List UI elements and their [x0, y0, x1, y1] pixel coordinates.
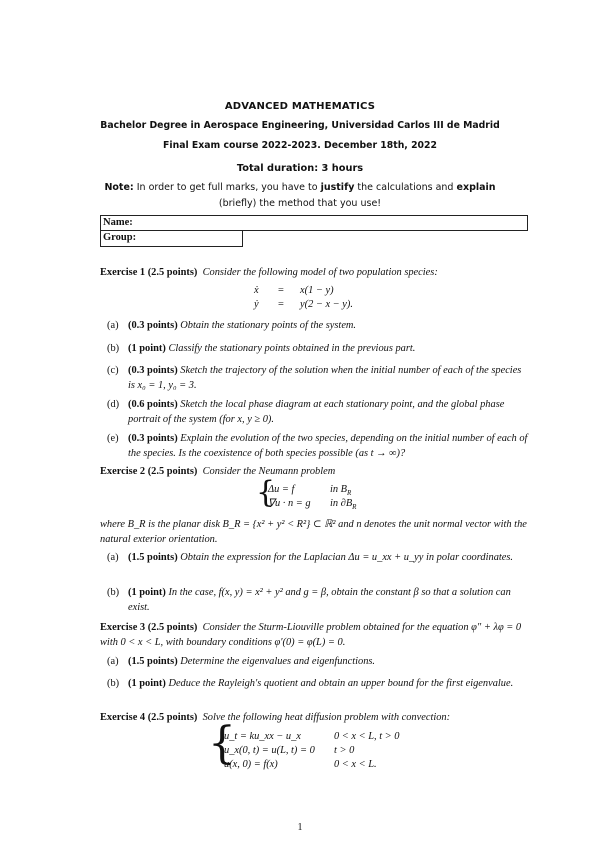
ex1-eq1-rhs: x(1 − y)	[300, 285, 334, 296]
exam-line: Final Exam course 2022-2023. December 18th, 2022	[163, 140, 437, 151]
ex3-item-b: (1 point) Deduce the Rayleigh's quotient and obtain an upper bound for the first eigenvalue.	[128, 678, 514, 689]
ex3-item-b-label: (b)	[107, 678, 120, 689]
ex4-row-2-eq: u_x(0, t) = u(L, t) = 0	[224, 745, 315, 756]
ex1-eq1-sign: =	[278, 285, 284, 296]
exercise-4-intro: Exercise 4 (2.5 points) Solve the following heat diffusion problem with convection:	[100, 712, 451, 723]
name-field[interactable]	[100, 215, 528, 231]
exercise-2-intro: Exercise 2 (2.5 points) Consider the Neumann problem	[100, 466, 336, 477]
note-explain: explain	[456, 182, 496, 193]
exercise-2-heading: Exercise 2 (2.5 points)	[100, 466, 198, 477]
ex3-item-a-label: (a)	[107, 656, 119, 667]
ex4-row-3-eq: u(x, 0) = f(x)	[224, 759, 278, 770]
degree-line: Bachelor Degree in Aerospace Engineering, Universidad Carlos III de Madrid	[100, 120, 500, 131]
ex2-sys1-dom: in $B_R$	[330, 484, 352, 498]
note-justify: justify	[320, 182, 355, 193]
ex2-item-b-label: (b)	[107, 587, 120, 598]
ex3-item-a: (1.5 points) Determine the eigenvalues and eigenfunctions.	[128, 656, 376, 667]
ex2-after-text: where B_R is the planar disk B_R = {x² + y² < R²} ⊂ ℝ² and n denotes the unit normal vector with the natural exterior orientation.	[100, 519, 527, 545]
ex4-row-1-eq: u_t = ku_xx − u_x	[224, 731, 301, 742]
exercise-1-heading: Exercise 1 (2.5 points)	[100, 267, 198, 278]
ex1-item-a: (0.3 points) Obtain the stationary points of the system.	[128, 320, 357, 331]
note-text-3: (briefly) the method that you use!	[218, 197, 382, 209]
course-title: ADVANCED MATHEMATICS	[224, 101, 376, 112]
instructions-note	[100, 180, 500, 211]
exercise-1-intro: Exercise 1 (2.5 points) Consider the following model of two population species:	[100, 267, 438, 278]
exercise-4-heading: Exercise 4 (2.5 points)	[100, 712, 198, 723]
ex2-item-a: (1.5 points) Obtain the expression for the Laplacian Δu = u_xx + u_yy in polar coordinates.	[128, 552, 514, 563]
ex4-row-1-cond: 0 < x < L, t > 0	[334, 731, 400, 742]
ex1-item-c: (0.3 points) Sketch the trajectory of the solution when the initial number of each of the species is x₀ = 1, y₀ = 3.	[128, 365, 522, 391]
ex2-item-a-label: (a)	[107, 552, 119, 563]
ex1-item-b: (1 point) Classify the stationary points obtained in the previous part.	[128, 343, 416, 354]
note-text-1: In order to get full marks, you have to	[133, 182, 321, 193]
ex1-eq1-lhs: ẋ	[254, 285, 259, 296]
note-text-2: the calculations and	[354, 182, 457, 193]
ex4-row-3-cond: 0 < x < L.	[334, 759, 377, 770]
group-label: Group:	[103, 232, 137, 243]
ex2-sys2-eq: ∇u · n = g	[268, 498, 311, 509]
ex2-sys1-eq: Δu = f	[268, 484, 295, 495]
ex1-eq2-sign: =	[278, 299, 284, 310]
ex1-eq2-rhs: y(2 − x − y).	[300, 299, 353, 310]
ex1-item-c-label: (c)	[107, 365, 119, 376]
ex1-item-d-label: (d)	[107, 399, 120, 410]
ex4-system-brace: {	[208, 718, 236, 769]
duration-line: Total duration: 3 hours	[236, 163, 364, 174]
ex1-item-e: (0.3 points) Explain the evolution of the two species, depending on the initial number of each of the species. Is the coexistence of both species possible (as t → ∞)?	[128, 433, 528, 459]
ex4-row-2-cond: t > 0	[334, 745, 355, 756]
ex1-eq2-lhs: ẏ	[254, 299, 259, 310]
page-number: 1	[297, 822, 303, 833]
ex1-item-e-label: (e)	[107, 433, 119, 444]
ex2-system-brace: {	[256, 475, 276, 510]
name-label: Name:	[103, 217, 133, 228]
ex2-sys2-dom: in $\partial B_R$	[330, 498, 357, 512]
group-field[interactable]	[100, 230, 243, 247]
ex1-item-a-label: (a)	[107, 320, 119, 331]
note-label: Note:	[104, 182, 134, 193]
ex2-item-b: (1 point) In the case, f(x, y) = x² + y² and g = β, obtain the constant β so that a solution can exist.	[128, 587, 511, 613]
ex1-item-b-label: (b)	[107, 343, 120, 354]
ex1-item-d: (0.6 points) Sketch the local phase diagram at each stationary point, and the global phase portrait of the system (for x, y ≥ 0).	[128, 399, 505, 425]
exercise-3-heading: Exercise 3 (2.5 points)	[100, 622, 198, 633]
exercise-3-intro: Exercise 3 (2.5 points) Consider the Sturm-Liouville problem obtained for the equation φ″ + λφ = 0 with 0 < x < L, with boundary conditions φ′(0) = φ(L) = 0.	[100, 622, 522, 648]
